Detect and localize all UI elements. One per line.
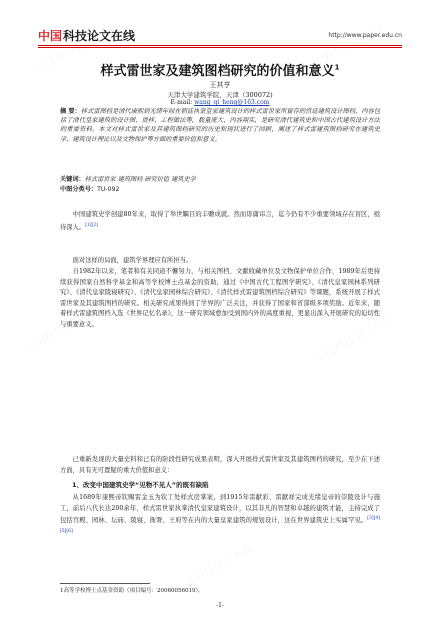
footnote-divider	[60, 583, 150, 584]
paragraph: 中国建筑史学创建80年来，取得了举世瞩目的丰赡成就。然而毋庸讳言，迄今仍有不少重要领域存在盲区，亟待深入。[1][2]	[60, 211, 380, 231]
keywords: 关键词：样式雷世家 建筑图档 研究价值 建筑史学	[60, 176, 196, 183]
paragraph: 从1689年康熙帝钦赐雷金玉为钦工处样式房掌案，到1915年雷献彩、雷献祥完成光绪皇帝的崇陵设计与施工，前后八代长达200余年，样式雷世家执掌清代皇家建筑设计，以其非凡的智慧和卓越的建筑才能，主持完成了包括宫殿、园林、坛庙、陵寝、衙署、王府等在内的大量皇家建筑的规划设计，这在世界建筑史上实属罕见。[3][4][5][6]	[60, 494, 380, 534]
footnote: 1高等学校博士点基金资助（项目编号：20060056019）。	[60, 588, 204, 594]
header-divider	[38, 45, 402, 46]
paragraph: 面对这样的局面，建筑学界理应有所担当。	[72, 257, 193, 264]
site-url[interactable]: http://www.paper.edu.cn	[328, 32, 402, 39]
page-number: -1-	[216, 602, 224, 609]
author-name: 王其亨	[209, 81, 231, 89]
classification-number: 中图分类号：TU-092	[60, 186, 120, 193]
paper-title: 样式雷世家及建筑图档研究的价值和意义$^1$	[100, 63, 340, 79]
abstract: 摘 要：样式雷图档是清代康熙到光绪年间在朝廷执掌皇家建筑设计的样式雷世家所留存的宫廷建筑设计图档，内容包括了清代皇家建筑的设计图、烫样、工程做法等，数量庞大、内容翔实，是研究清代建筑史和中国古代建筑设计方法的重要资料。本文对样式雷世家及其建筑图档研究的历史和现状进行了回顾，阐述了样式雷建筑图档研究在建筑史学、建筑设计理论以及文物保护等方面的重要价值和意义。	[60, 108, 381, 143]
header-divider	[38, 47, 402, 48]
site-logo[interactable]	[38, 27, 135, 44]
section-heading: 1、改变中国建筑史学“见物不见人”的既有缺陷	[72, 481, 209, 489]
page-header	[0, 0, 440, 48]
author-affiliation: 天津大学建筑学院，天津（300072)	[167, 91, 273, 99]
paragraph: 自1982年以来，笔者和有关同道不懈努力，与相关图档、文献收藏单位及文物保护单位合作，1989年后更持续获得国家自然科学基金和高等学校博士点基金的资助，通过《中国古代工程图学研究》、《清代皇家园林系列研究》、《清代皇家陵寝研究》、《清代皇家园林综合研究》、《清代样式雷建筑图档综合研究》等课题，系统开展了样式雷世家及其建筑图档的研究。相关研究成果得到了学界的广泛关注，并获得了国家和省部级多项奖励。近年来，随着样式雷建筑图档入选《世界记忆名录》，这一研究领域愈加受到国内外的高度重视，更显出深入开展研究的迫切性与重要意义。	[60, 268, 380, 328]
citation-link[interactable]: [3][4][5][6]	[60, 516, 380, 534]
logo-cn: 中国	[38, 29, 63, 43]
paragraph: 已重新发现的大量史料和已有的阶段性研究成果表明，深入开展样式雷世家及其建筑图档的研究，至少在下述方面，具有无可置疑的重大价值和意义：	[60, 456, 380, 474]
email-link[interactable]: wang_qi_heng@163.com	[194, 99, 270, 106]
logo-text: 科技论文在线	[63, 29, 136, 43]
citation-link[interactable]: [1][2]	[85, 222, 98, 228]
author-email: E-mail: wang_qi_heng@163.com	[170, 99, 270, 106]
